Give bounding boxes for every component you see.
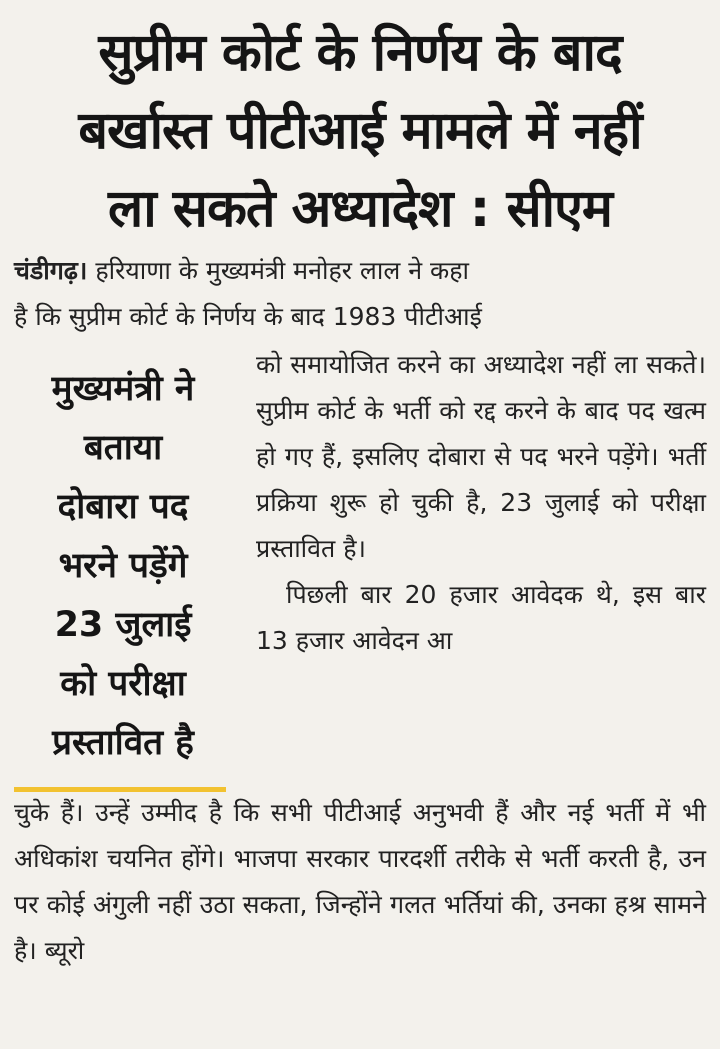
pull-quote-line: बताया bbox=[83, 428, 163, 468]
pull-quote-line: प्रस्तावित है bbox=[52, 723, 194, 763]
article-body bbox=[14, 248, 706, 974]
headline-line-3: ला सकते अध्यादेश : सीएम bbox=[107, 179, 612, 239]
pull-quote-line: को परीक्षा bbox=[60, 664, 186, 704]
lead-line-2: है कि सुप्रीम कोर्ट के निर्णय के बाद 1983 पीटीआई bbox=[14, 302, 482, 331]
pull-quote-line: भरने पड़ेंगे bbox=[58, 546, 188, 586]
lead-text-1: हरियाणा के मुख्यमंत्री मनोहर लाल ने कहा bbox=[95, 256, 469, 285]
article-column bbox=[232, 340, 706, 664]
column-paragraph-1: को समायोजित करने का अध्यादेश नहीं ला सकते। सुप्रीम कोर्ट के भर्ती को रद्द करने के बाद पद खत्म हो गए हैं, इसलिए दोबारा से पद भरने पड़ेंगे। भर्ती प्रक्रिया शुरू हो चुकी है, 23 जुलाई को परीक्षा प्रस्तावित है। bbox=[256, 350, 706, 563]
pull-quote-line: दोबारा पद bbox=[57, 487, 189, 527]
column-paragraph-2: पिछली बार 20 हजार आवेदक थे, इस बार 13 हजार आवेदन आ bbox=[256, 580, 706, 655]
lead-line-1 bbox=[14, 248, 706, 294]
pull-quote bbox=[14, 340, 232, 792]
dateline: चंडीगढ़। bbox=[14, 256, 88, 285]
two-column-section bbox=[14, 340, 706, 792]
headline bbox=[14, 0, 706, 248]
article-tail bbox=[14, 790, 706, 974]
pull-quote-line: 23 जुलाई bbox=[54, 605, 192, 645]
headline-line-2: बर्खास्त पीटीआई मामले में नहीं bbox=[78, 101, 642, 161]
pull-quote-line: मुख्यमंत्री ने bbox=[51, 369, 195, 409]
tail-paragraph: चुके हैं। उन्हें उम्मीद है कि सभी पीटीआई अनुभवी हैं और नई भर्ती में भी अधिकांश चयनित होंगे। भाजपा सरकार पारदर्शी तरीके से भर्ती करती है, उन पर कोई अंगुली नहीं उठा सकता, जिन्होंने गलत भर्तियां की, उनका हश्र सामने है। ब्यूरो bbox=[14, 798, 706, 965]
headline-line-1: सुप्रीम कोर्ट के निर्णय के बाद bbox=[98, 23, 622, 83]
